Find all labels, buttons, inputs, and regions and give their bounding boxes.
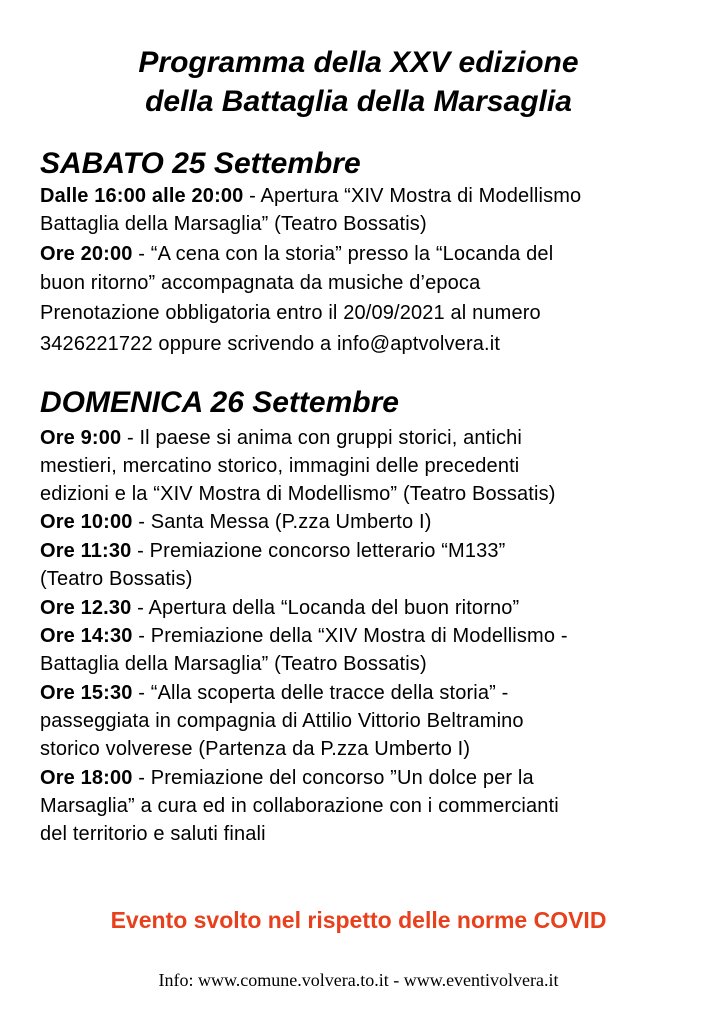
saturday-event-1-line-2: Battaglia della Marsaglia” (Teatro Bossatis)	[40, 213, 427, 235]
event-time: Ore 9:00	[40, 427, 122, 449]
saturday-event-2-line-1	[40, 240, 553, 268]
sunday-event-5-line-2: Battaglia della Marsaglia” (Teatro Bossatis)	[40, 653, 427, 675]
sunday-event-7-line-3: del territorio e saluti finali	[40, 823, 266, 845]
event-text: - Premiazione della “XIV Mostra di Modellismo -	[132, 625, 568, 647]
footer-info: Info: www.comune.volvera.to.it - www.eventivolvera.it	[158, 970, 559, 990]
saturday-event-2-line-4: 3426221722 oppure scrivendo a info@aptvolvera.it	[40, 333, 501, 355]
page-title-line-2: della Battaglia della Marsaglia	[145, 85, 572, 118]
event-text: - Apertura della “Locanda del buon ritorno”	[131, 597, 520, 619]
sunday-event-3-line-2: (Teatro Bossatis)	[40, 568, 193, 590]
event-time: Ore 14:30	[40, 625, 133, 647]
sunday-event-6-line-1	[40, 679, 508, 707]
saturday-heading: SABATO 25 Settembre	[40, 147, 361, 180]
sunday-event-1-line-2: mestieri, mercatino storico, immagini delle precedenti	[40, 455, 520, 477]
event-text: - “A cena con la storia” presso la “Locanda del	[132, 243, 554, 265]
page-title-line-1: Programma della XXV edizione	[138, 46, 579, 79]
event-text: - Apertura “XIV Mostra di Modellismo	[243, 185, 582, 207]
sunday-event-2-line-1	[40, 508, 432, 536]
event-text: - Premiazione del concorso ”Un dolce per la	[132, 767, 534, 789]
sunday-event-1-line-1	[40, 424, 522, 452]
covid-notice: Evento svolto nel rispetto delle norme COVID	[110, 907, 607, 933]
saturday-event-1-line-1	[40, 182, 581, 210]
event-text: - Santa Messa (P.zza Umberto I)	[132, 511, 432, 533]
saturday-event-2-line-3: Prenotazione obbligatoria entro il 20/09/2021 al numero	[40, 302, 541, 324]
sunday-event-1-line-3: edizioni e la “XIV Mostra di Modellismo” (Teatro Bossatis)	[40, 483, 556, 505]
event-time: Ore 10:00	[40, 511, 133, 533]
sunday-event-6-line-2: passeggiata in compagnia di Attilio Vittorio Beltramino	[40, 710, 524, 732]
sunday-heading: DOMENICA 26 Settembre	[40, 386, 399, 419]
event-time: Ore 18:00	[40, 767, 133, 789]
event-time: Dalle 16:00 alle 20:00	[40, 185, 244, 207]
sunday-event-7-line-1	[40, 764, 534, 792]
saturday-event-2-line-2: buon ritorno” accompagnata da musiche d’epoca	[40, 272, 481, 294]
event-time: Ore 15:30	[40, 682, 133, 704]
event-text: - Il paese si anima con gruppi storici, antichi	[121, 427, 522, 449]
sunday-event-5-line-1	[40, 622, 568, 650]
event-text: - Premiazione concorso letterario “M133”	[131, 540, 506, 562]
event-time: Ore 12.30	[40, 597, 132, 619]
event-time: Ore 20:00	[40, 243, 133, 265]
sunday-event-4-line-1	[40, 594, 519, 622]
event-time: Ore 11:30	[40, 540, 132, 562]
sunday-event-7-line-2: Marsaglia” a cura ed in collaborazione con i commercianti	[40, 795, 559, 817]
event-text: - “Alla scoperta delle tracce della storia” -	[132, 682, 509, 704]
sunday-event-6-line-3: storico volverese (Partenza da P.zza Umberto I)	[40, 738, 471, 760]
sunday-event-3-line-1	[40, 537, 506, 565]
